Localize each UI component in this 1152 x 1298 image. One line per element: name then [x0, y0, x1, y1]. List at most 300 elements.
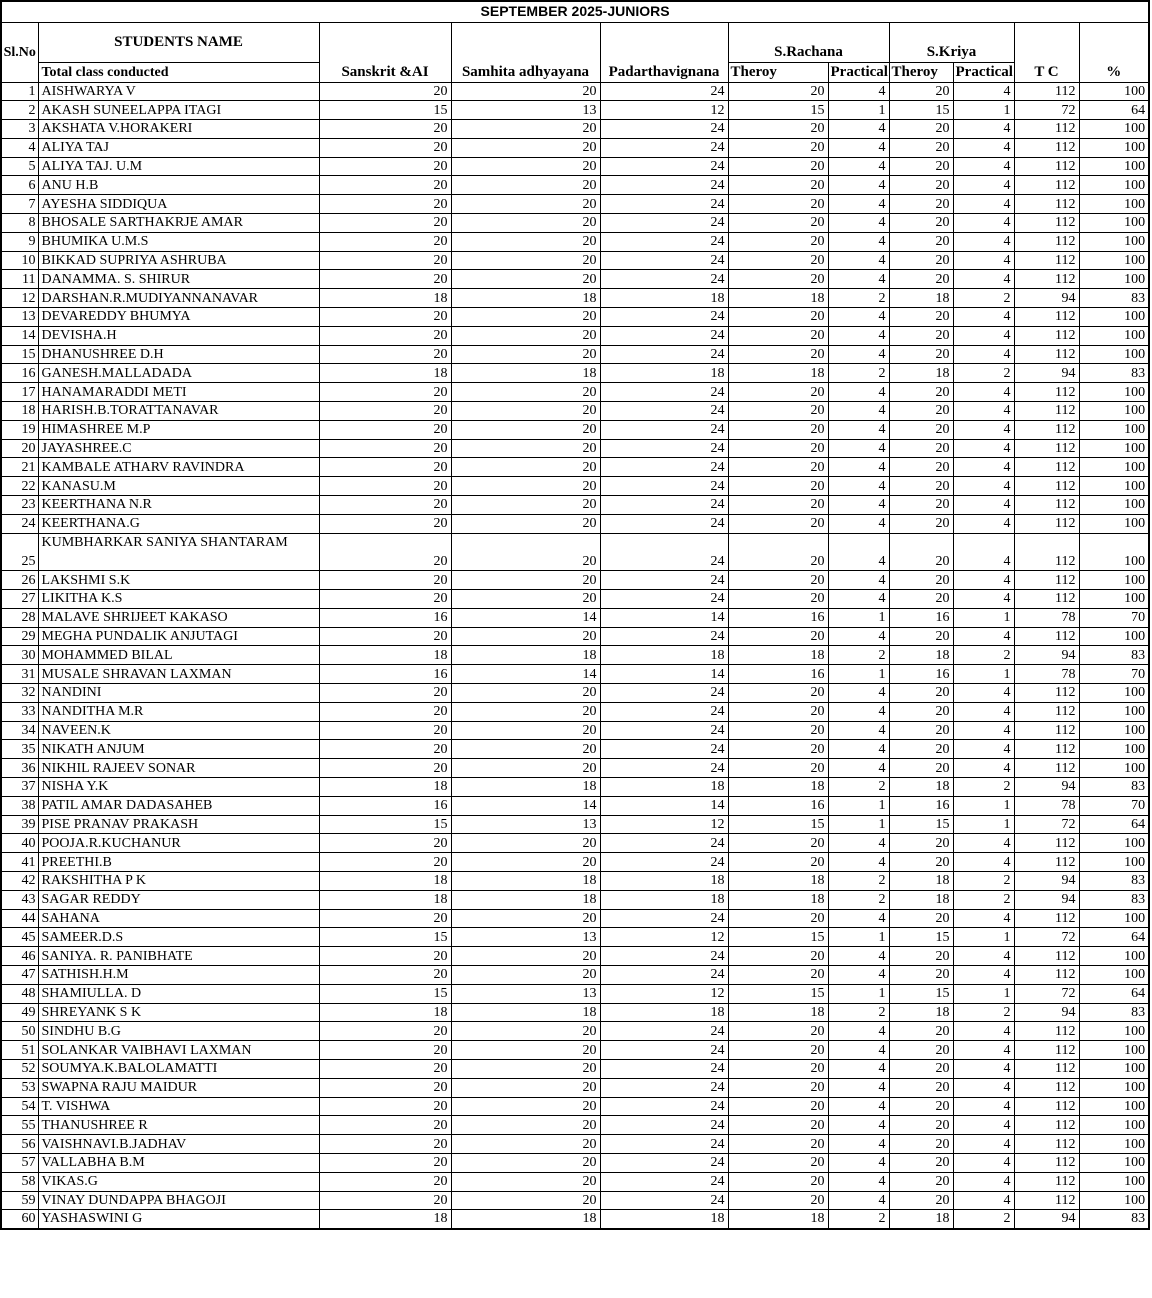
- value-cell: 112: [1014, 909, 1079, 928]
- value-cell: 4: [828, 853, 889, 872]
- student-row: [1, 590, 1149, 609]
- value-cell: 4: [953, 1135, 1014, 1154]
- value-cell: 20: [319, 1135, 451, 1154]
- value-cell: 20: [728, 345, 828, 364]
- value-cell: 20: [451, 214, 600, 233]
- value-cell: 4: [828, 947, 889, 966]
- student-name-cell: KANASU.M: [38, 477, 319, 496]
- value-cell: 20: [451, 514, 600, 533]
- value-cell: 24: [600, 684, 728, 703]
- col-header-students-name: STUDENTS NAME: [38, 22, 319, 62]
- value-cell: 100: [1079, 308, 1149, 327]
- value-cell: 20: [889, 214, 953, 233]
- sl-no-cell: 9: [1, 232, 38, 251]
- student-row: [1, 1059, 1149, 1078]
- value-cell: 4: [828, 308, 889, 327]
- value-cell: 16: [889, 796, 953, 815]
- value-cell: 20: [319, 721, 451, 740]
- value-cell: 4: [953, 571, 1014, 590]
- value-cell: 2: [828, 289, 889, 308]
- sl-no-cell: 43: [1, 890, 38, 909]
- value-cell: 100: [1079, 514, 1149, 533]
- col-header-sanskrit-ai: Sanskrit &AI: [319, 22, 451, 82]
- value-cell: 18: [451, 777, 600, 796]
- value-cell: 83: [1079, 1210, 1149, 1229]
- value-cell: 20: [319, 214, 451, 233]
- value-cell: 20: [728, 496, 828, 515]
- value-cell: 112: [1014, 965, 1079, 984]
- value-cell: 112: [1014, 1153, 1079, 1172]
- value-cell: 20: [728, 533, 828, 571]
- value-cell: 24: [600, 702, 728, 721]
- value-cell: 20: [889, 1116, 953, 1135]
- value-cell: 20: [451, 1022, 600, 1041]
- value-cell: 24: [600, 195, 728, 214]
- value-cell: 72: [1014, 815, 1079, 834]
- student-name-cell: POOJA.R.KUCHANUR: [38, 834, 319, 853]
- value-cell: 4: [828, 214, 889, 233]
- value-cell: 83: [1079, 1003, 1149, 1022]
- value-cell: 20: [319, 157, 451, 176]
- value-cell: 20: [451, 383, 600, 402]
- value-cell: 20: [451, 496, 600, 515]
- value-cell: 20: [728, 1022, 828, 1041]
- value-cell: 18: [319, 1003, 451, 1022]
- value-cell: 18: [889, 1210, 953, 1229]
- value-cell: 100: [1079, 853, 1149, 872]
- header-row-upper: [1, 22, 1149, 62]
- value-cell: 24: [600, 514, 728, 533]
- value-cell: 20: [728, 383, 828, 402]
- value-cell: 1: [953, 984, 1014, 1003]
- student-name-cell: HIMASHREE M.P: [38, 420, 319, 439]
- value-cell: 14: [451, 796, 600, 815]
- value-cell: 20: [889, 402, 953, 421]
- student-name-cell: VAISHNAVI.B.JADHAV: [38, 1135, 319, 1154]
- value-cell: 20: [889, 176, 953, 195]
- value-cell: 112: [1014, 326, 1079, 345]
- value-cell: 4: [828, 909, 889, 928]
- value-cell: 94: [1014, 1210, 1079, 1229]
- value-cell: 20: [728, 1191, 828, 1210]
- value-cell: 24: [600, 1059, 728, 1078]
- value-cell: 2: [828, 871, 889, 890]
- student-row: [1, 815, 1149, 834]
- value-cell: 112: [1014, 251, 1079, 270]
- value-cell: 20: [451, 1116, 600, 1135]
- value-cell: 100: [1079, 702, 1149, 721]
- value-cell: 20: [889, 477, 953, 496]
- value-cell: 20: [889, 383, 953, 402]
- value-cell: 20: [451, 909, 600, 928]
- student-row: [1, 1022, 1149, 1041]
- value-cell: 15: [889, 984, 953, 1003]
- value-cell: 15: [319, 101, 451, 120]
- value-cell: 100: [1079, 477, 1149, 496]
- value-cell: 20: [889, 308, 953, 327]
- value-cell: 20: [319, 176, 451, 195]
- value-cell: 20: [889, 1135, 953, 1154]
- value-cell: 4: [828, 1078, 889, 1097]
- value-cell: 112: [1014, 439, 1079, 458]
- value-cell: 16: [728, 608, 828, 627]
- value-cell: 20: [319, 195, 451, 214]
- sl-no-cell: 55: [1, 1116, 38, 1135]
- student-name-cell: SHAMIULLA. D: [38, 984, 319, 1003]
- value-cell: 4: [828, 1135, 889, 1154]
- value-cell: 4: [953, 439, 1014, 458]
- value-cell: 20: [728, 853, 828, 872]
- value-cell: 112: [1014, 853, 1079, 872]
- value-cell: 18: [600, 289, 728, 308]
- value-cell: 20: [451, 947, 600, 966]
- sl-no-cell: 38: [1, 796, 38, 815]
- value-cell: 112: [1014, 383, 1079, 402]
- value-cell: 20: [728, 1172, 828, 1191]
- value-cell: 1: [953, 928, 1014, 947]
- student-row: [1, 1003, 1149, 1022]
- value-cell: 13: [451, 984, 600, 1003]
- sl-no-cell: 15: [1, 345, 38, 364]
- value-cell: 20: [451, 402, 600, 421]
- student-name-cell: VALLABHA B.M: [38, 1153, 319, 1172]
- value-cell: 78: [1014, 796, 1079, 815]
- value-cell: 20: [319, 496, 451, 515]
- value-cell: 100: [1079, 138, 1149, 157]
- value-cell: 70: [1079, 665, 1149, 684]
- student-row: [1, 326, 1149, 345]
- value-cell: 112: [1014, 477, 1079, 496]
- value-cell: 20: [451, 232, 600, 251]
- value-cell: 12: [600, 815, 728, 834]
- value-cell: 20: [319, 1116, 451, 1135]
- value-cell: 1: [828, 608, 889, 627]
- value-cell: 4: [828, 270, 889, 289]
- value-cell: 24: [600, 157, 728, 176]
- sl-no-cell: 22: [1, 477, 38, 496]
- value-cell: 24: [600, 627, 728, 646]
- value-cell: 18: [889, 364, 953, 383]
- value-cell: 112: [1014, 1191, 1079, 1210]
- value-cell: 20: [451, 571, 600, 590]
- student-name-cell: KEERTHANA N.R: [38, 496, 319, 515]
- value-cell: 4: [828, 514, 889, 533]
- value-cell: 1: [953, 815, 1014, 834]
- value-cell: 4: [828, 251, 889, 270]
- sl-no-cell: 56: [1, 1135, 38, 1154]
- value-cell: 4: [828, 759, 889, 778]
- value-cell: 20: [728, 834, 828, 853]
- value-cell: 4: [953, 1191, 1014, 1210]
- value-cell: 24: [600, 947, 728, 966]
- value-cell: 100: [1079, 120, 1149, 139]
- value-cell: 20: [451, 1041, 600, 1060]
- student-name-cell: SOUMYA.K.BALOLAMATTI: [38, 1059, 319, 1078]
- value-cell: 20: [319, 684, 451, 703]
- student-row: [1, 496, 1149, 515]
- student-name-cell: BHUMIKA U.M.S: [38, 232, 319, 251]
- value-cell: 20: [728, 1135, 828, 1154]
- value-cell: 20: [319, 533, 451, 571]
- value-cell: 4: [953, 496, 1014, 515]
- sl-no-cell: 60: [1, 1210, 38, 1229]
- value-cell: 20: [728, 270, 828, 289]
- value-cell: 20: [319, 740, 451, 759]
- student-row: [1, 984, 1149, 1003]
- value-cell: 64: [1079, 984, 1149, 1003]
- value-cell: 100: [1079, 420, 1149, 439]
- value-cell: 94: [1014, 890, 1079, 909]
- value-cell: 20: [889, 590, 953, 609]
- value-cell: 20: [451, 270, 600, 289]
- value-cell: 2: [953, 777, 1014, 796]
- value-cell: 112: [1014, 270, 1079, 289]
- student-row: [1, 345, 1149, 364]
- value-cell: 100: [1079, 759, 1149, 778]
- value-cell: 24: [600, 232, 728, 251]
- student-row: [1, 684, 1149, 703]
- value-cell: 112: [1014, 947, 1079, 966]
- value-cell: 112: [1014, 1041, 1079, 1060]
- value-cell: 20: [451, 759, 600, 778]
- sl-no-cell: 57: [1, 1153, 38, 1172]
- student-row: [1, 1153, 1149, 1172]
- value-cell: 4: [953, 721, 1014, 740]
- value-cell: 4: [828, 1116, 889, 1135]
- value-cell: 100: [1079, 1153, 1149, 1172]
- value-cell: 20: [728, 627, 828, 646]
- value-cell: 100: [1079, 383, 1149, 402]
- value-cell: 18: [728, 890, 828, 909]
- student-row: [1, 721, 1149, 740]
- value-cell: 20: [728, 947, 828, 966]
- sl-no-cell: 17: [1, 383, 38, 402]
- value-cell: 16: [728, 796, 828, 815]
- value-cell: 4: [828, 232, 889, 251]
- value-cell: 72: [1014, 984, 1079, 1003]
- value-cell: 1: [828, 815, 889, 834]
- value-cell: 112: [1014, 1022, 1079, 1041]
- student-name-cell: VINAY DUNDAPPA BHAGOJI: [38, 1191, 319, 1210]
- value-cell: 100: [1079, 947, 1149, 966]
- value-cell: 4: [828, 1059, 889, 1078]
- value-cell: 20: [728, 702, 828, 721]
- value-cell: 100: [1079, 402, 1149, 421]
- value-cell: 20: [889, 627, 953, 646]
- value-cell: 4: [953, 702, 1014, 721]
- value-cell: 4: [953, 1078, 1014, 1097]
- value-cell: 112: [1014, 496, 1079, 515]
- value-cell: 15: [728, 928, 828, 947]
- value-cell: 20: [728, 420, 828, 439]
- student-name-cell: DEVISHA.H: [38, 326, 319, 345]
- value-cell: 4: [953, 420, 1014, 439]
- value-cell: 20: [451, 345, 600, 364]
- value-cell: 4: [828, 533, 889, 571]
- value-cell: 20: [728, 195, 828, 214]
- value-cell: 100: [1079, 439, 1149, 458]
- value-cell: 20: [889, 1097, 953, 1116]
- student-row: [1, 270, 1149, 289]
- value-cell: 24: [600, 759, 728, 778]
- value-cell: 16: [319, 608, 451, 627]
- student-row: [1, 251, 1149, 270]
- value-cell: 20: [319, 571, 451, 590]
- value-cell: 16: [728, 665, 828, 684]
- value-cell: 24: [600, 853, 728, 872]
- value-cell: 20: [889, 533, 953, 571]
- student-name-cell: NIKATH ANJUM: [38, 740, 319, 759]
- value-cell: 20: [319, 1078, 451, 1097]
- value-cell: 20: [889, 345, 953, 364]
- value-cell: 20: [728, 402, 828, 421]
- value-cell: 20: [728, 138, 828, 157]
- value-cell: 20: [728, 232, 828, 251]
- value-cell: 18: [728, 289, 828, 308]
- value-cell: 112: [1014, 308, 1079, 327]
- student-row: [1, 740, 1149, 759]
- value-cell: 100: [1079, 458, 1149, 477]
- value-cell: 112: [1014, 834, 1079, 853]
- student-name-cell: SANIYA. R. PANIBHATE: [38, 947, 319, 966]
- value-cell: 20: [889, 195, 953, 214]
- student-row: [1, 458, 1149, 477]
- student-row: [1, 965, 1149, 984]
- value-cell: 112: [1014, 176, 1079, 195]
- sl-no-cell: 18: [1, 402, 38, 421]
- value-cell: 2: [828, 646, 889, 665]
- value-cell: 112: [1014, 1059, 1079, 1078]
- student-name-cell: YASHASWINI G: [38, 1210, 319, 1229]
- value-cell: 20: [319, 1059, 451, 1078]
- value-cell: 20: [451, 702, 600, 721]
- student-row: [1, 514, 1149, 533]
- value-cell: 112: [1014, 684, 1079, 703]
- value-cell: 18: [728, 1003, 828, 1022]
- student-name-cell: ALIYA TAJ. U.M: [38, 157, 319, 176]
- student-name-cell: NISHA Y.K: [38, 777, 319, 796]
- student-name-cell: SAHANA: [38, 909, 319, 928]
- value-cell: 112: [1014, 759, 1079, 778]
- sl-no-cell: 23: [1, 496, 38, 515]
- value-cell: 20: [451, 251, 600, 270]
- value-cell: 20: [319, 834, 451, 853]
- student-name-cell: RAKSHITHA P K: [38, 871, 319, 890]
- student-row: [1, 176, 1149, 195]
- value-cell: 20: [319, 1153, 451, 1172]
- student-row: [1, 289, 1149, 308]
- value-cell: 16: [319, 796, 451, 815]
- value-cell: 4: [953, 477, 1014, 496]
- value-cell: 12: [600, 984, 728, 1003]
- value-cell: 4: [828, 439, 889, 458]
- value-cell: 20: [319, 439, 451, 458]
- value-cell: 20: [451, 740, 600, 759]
- value-cell: 14: [451, 665, 600, 684]
- value-cell: 4: [953, 1022, 1014, 1041]
- value-cell: 2: [953, 646, 1014, 665]
- value-cell: 83: [1079, 777, 1149, 796]
- value-cell: 20: [728, 477, 828, 496]
- value-cell: 24: [600, 477, 728, 496]
- value-cell: 112: [1014, 157, 1079, 176]
- value-cell: 4: [953, 232, 1014, 251]
- value-cell: 15: [728, 984, 828, 1003]
- col-header-padarthavignana: Padarthavignana: [600, 22, 728, 82]
- value-cell: 20: [451, 420, 600, 439]
- value-cell: 20: [728, 684, 828, 703]
- value-cell: 2: [828, 364, 889, 383]
- student-name-cell: NANDITHA M.R: [38, 702, 319, 721]
- student-name-cell: AKSHATA V.HORAKERI: [38, 120, 319, 139]
- value-cell: 20: [889, 496, 953, 515]
- value-cell: 20: [451, 533, 600, 571]
- value-cell: 18: [451, 364, 600, 383]
- student-row: [1, 1097, 1149, 1116]
- value-cell: 20: [319, 383, 451, 402]
- value-cell: 20: [889, 251, 953, 270]
- value-cell: 112: [1014, 82, 1079, 101]
- value-cell: 20: [889, 1041, 953, 1060]
- value-cell: 20: [319, 345, 451, 364]
- col-header-skriya-theroy: Theroy: [889, 62, 953, 82]
- student-row: [1, 1041, 1149, 1060]
- value-cell: 24: [600, 383, 728, 402]
- value-cell: 4: [953, 138, 1014, 157]
- student-name-cell: ANU H.B: [38, 176, 319, 195]
- value-cell: 100: [1079, 909, 1149, 928]
- value-cell: 20: [889, 1191, 953, 1210]
- value-cell: 4: [953, 759, 1014, 778]
- value-cell: 100: [1079, 1097, 1149, 1116]
- value-cell: 24: [600, 740, 728, 759]
- value-cell: 20: [889, 326, 953, 345]
- value-cell: 24: [600, 214, 728, 233]
- student-row: [1, 214, 1149, 233]
- value-cell: 20: [889, 1172, 953, 1191]
- value-cell: 20: [319, 1191, 451, 1210]
- value-cell: 24: [600, 909, 728, 928]
- student-name-cell: DARSHAN.R.MUDIYANNANAVAR: [38, 289, 319, 308]
- value-cell: 112: [1014, 458, 1079, 477]
- value-cell: 4: [828, 1041, 889, 1060]
- student-name-cell: LIKITHA K.S: [38, 590, 319, 609]
- student-row: [1, 101, 1149, 120]
- value-cell: 20: [728, 590, 828, 609]
- value-cell: 100: [1079, 1191, 1149, 1210]
- value-cell: 4: [828, 740, 889, 759]
- value-cell: 4: [953, 909, 1014, 928]
- value-cell: 4: [953, 533, 1014, 571]
- sl-no-cell: 14: [1, 326, 38, 345]
- value-cell: 4: [828, 458, 889, 477]
- value-cell: 94: [1014, 646, 1079, 665]
- value-cell: 24: [600, 571, 728, 590]
- sl-no-cell: 34: [1, 721, 38, 740]
- value-cell: 20: [319, 251, 451, 270]
- value-cell: 18: [600, 890, 728, 909]
- value-cell: 18: [889, 871, 953, 890]
- student-row: [1, 138, 1149, 157]
- value-cell: 4: [953, 1116, 1014, 1135]
- student-name-cell: HANAMARADDI METI: [38, 383, 319, 402]
- student-row: [1, 665, 1149, 684]
- value-cell: 112: [1014, 195, 1079, 214]
- student-name-cell: KUMBHARKAR SANIYA SHANTARAM: [38, 533, 319, 571]
- value-cell: 112: [1014, 533, 1079, 571]
- value-cell: 24: [600, 1153, 728, 1172]
- student-row: [1, 777, 1149, 796]
